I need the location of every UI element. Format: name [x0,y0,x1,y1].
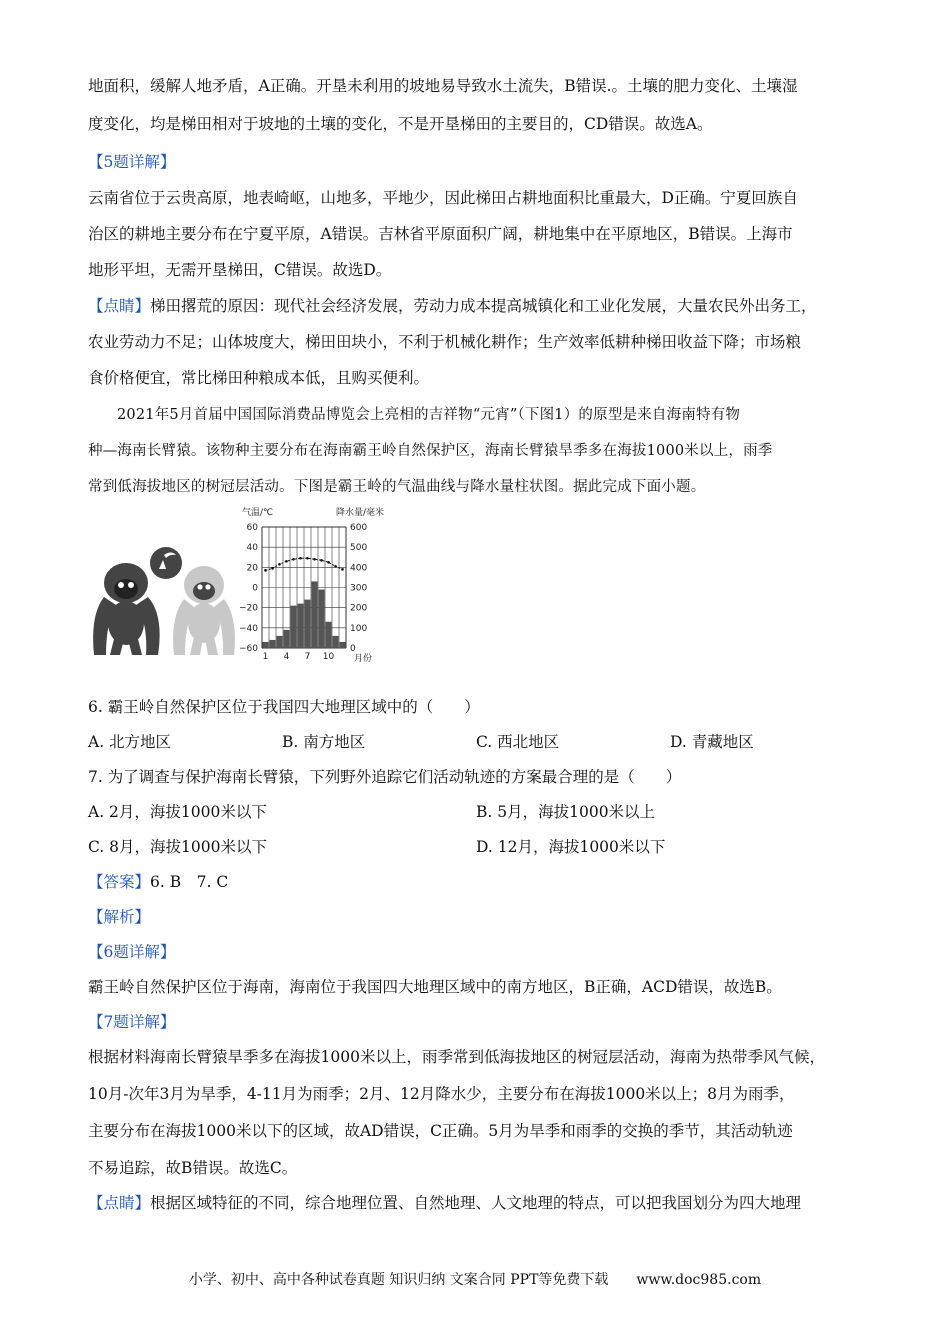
tip-text: 梯田撂荒的原因：现代社会经济发展，劳动力成本提高城镇化和工业化发展，大量农民外出务工， [150,297,817,315]
answer-tag: 【答案】 [88,873,151,891]
text-line: 食价格便宜，常比梯田种粮成本低，且购买便利。 [88,369,430,387]
precipitation-bar [284,630,290,648]
precipitation-bar [277,636,283,648]
right-tick-label: 400 [350,563,368,574]
climate-chart [239,506,384,664]
temperature-point [285,560,288,563]
right-tick-label: 0 [350,644,356,654]
temperature-point [271,567,274,570]
analysis-tag: 【解析】 [88,908,151,926]
text-line: 云南省位于云贵高原，地表崎岖，山地多，平地少，因此梯田占耕地面积比重最大，D正确。宁夏回族自 [88,189,798,207]
temperature-point [313,558,316,561]
temperature-point [341,568,344,571]
temperature-point [299,557,302,560]
answer-6-detail: 霸王岭自然保护区位于海南，海南位于我国四大地理区域中的南方地区，B正确，ACD错误，故选B。 [88,978,782,996]
question-6-stem: 6. 霸王岭自然保护区位于我国四大地理区域中的（ ） [88,698,480,716]
right-tick-label: 100 [350,623,368,634]
temperature-point [327,561,330,564]
right-tick-label: 600 [350,523,368,533]
left-axis-label: 气温/℃ [242,508,274,518]
passage-line: 2021年5月首届中国国际消费品博览会上亮相的吉祥物“元宵”（下图1）的原型是来自海南特有物 [117,407,741,423]
left-tick-label: 60 [246,523,258,533]
figure [86,505,426,665]
precipitation-bar [340,642,346,648]
q7-option-b: B. 5月，海拔1000米以上 [476,803,656,821]
left-tick-label: −40 [239,623,258,634]
precipitation-bar [270,640,276,648]
right-tick-label: 500 [350,543,368,554]
precipitation-bar [291,606,297,648]
gibbon-mascot-illustration [93,547,235,655]
q7-option-a: A. 2月，海拔1000米以下 [88,803,267,821]
x-tick-label: 4 [283,652,290,662]
right-tick-label: 200 [350,603,368,614]
tip-line [88,296,817,316]
x-tick-label: 7 [304,652,311,662]
precipitation-bar [263,642,269,648]
left-tick-label: 40 [246,543,258,554]
footer [0,1270,950,1290]
q6-option-c: C. 西北地区 [476,733,560,751]
text-line: 农业劳动力不足；山体坡度大，梯田田块小，不利于机械化耕作；生产效率低耕种梯田收益下降；市场粮 [88,333,802,351]
text-line: 度变化，均是梯田相对于坡地的土壤的变化，不是开垦梯田的主要目的，CD错误。故选A。 [88,115,713,133]
right-tick-label: 300 [350,583,368,594]
precipitation-bar [298,604,304,648]
right-axis-label: 降水量/毫米 [336,508,385,518]
precipitation-bar [312,581,318,648]
temperature-point [264,569,267,572]
section-heading-7: 【7题详解】 [88,1013,176,1031]
q6-option-a: A. 北方地区 [88,733,172,751]
section-heading-6: 【6题详解】 [88,943,176,961]
tip-tag: 【点睛】 [88,1194,151,1212]
precipitation-bar [326,622,332,648]
tip-text: 根据区域特征的不同，综合地理位置、自然地理、人文地理的特点，可以把我国划分为四大地理 [150,1194,802,1212]
temperature-point [278,563,281,566]
precipitation-bar [319,590,325,648]
answer-7-detail: 根据材料海南长臂猿旱季多在海拔1000米以上，雨季常到低海拔地区的树冠层活动，海南为热带季风气候， [88,1048,825,1066]
x-axis-label: 月份 [354,654,373,664]
temperature-point [334,565,337,568]
footer-text: 小学、初中、高中各种试卷真题 知识归纳 文案合同 PPT等免费下载 [188,1272,609,1288]
tip-tag: 【点睛】 [88,297,151,315]
answer-7-detail: 10月-次年3月为旱季，4-11月为雨季；2月、12月降水少，主要分布在海拔1000米以上；8月为雨季， [88,1085,795,1103]
text-line: 地形平坦，无需开垦梯田，C错误。故选D。 [88,261,392,279]
q7-option-c: C. 8月，海拔1000米以下 [88,838,267,856]
text-line: 地面积，缓解人地矛盾，A正确。开垦未利用的坡地易导致水土流失，B错误.。土壤的肥力变化、土壤湿 [88,77,798,95]
passage-line: 种—海南长臂猿。该物种主要分布在海南霸王岭自然保护区，海南长臂猿旱季多在海拔1000米以上，雨季 [88,443,773,459]
q7-option-d: D. 12月，海拔1000米以下 [476,838,666,856]
q6-option-b: B. 南方地区 [282,733,366,751]
question-7-stem: 7. 为了调查与保护海南长臂猿，下列野外追踪它们活动轨迹的方案最合理的是（ ） [88,768,682,786]
answer-text: 6. B 7. C [150,873,229,891]
temperature-point [320,559,323,562]
answer-7-detail: 主要分布在海拔1000米以下的区域，故AD错误，C正确。5月为旱季和雨季的交换的季节，其活动轨迹 [88,1122,793,1140]
tip-line [88,1193,801,1213]
q6-option-d: D. 青藏地区 [670,733,754,751]
temperature-point [306,557,309,560]
passage-line: 常到低海拔地区的树冠层活动。下图是霸王岭的气温曲线与降水量柱状图。据此完成下面小题。 [88,479,706,495]
temperature-point [292,558,295,561]
text-line: 治区的耕地主要分布在宁夏平原，A错误。吉林省平原面积广阔，耕地集中在平原地区，B错误。上海市 [88,225,793,243]
precipitation-bar [305,600,311,648]
precipitation-bar [333,636,339,648]
left-tick-label: −20 [239,603,258,614]
left-tick-label: 20 [246,563,258,574]
left-tick-label: 0 [252,583,258,594]
answer-line [88,872,228,892]
answer-7-detail: 不易追踪，故B错误。故选C。 [88,1159,298,1177]
section-heading-5: 【5题详解】 [88,153,176,171]
palm-bubble-icon [150,547,182,579]
left-tick-label: −60 [239,644,258,654]
footer-url[interactable]: www.doc985.com [636,1272,762,1288]
x-tick-label: 1 [262,652,269,662]
x-tick-label: 10 [322,652,335,662]
